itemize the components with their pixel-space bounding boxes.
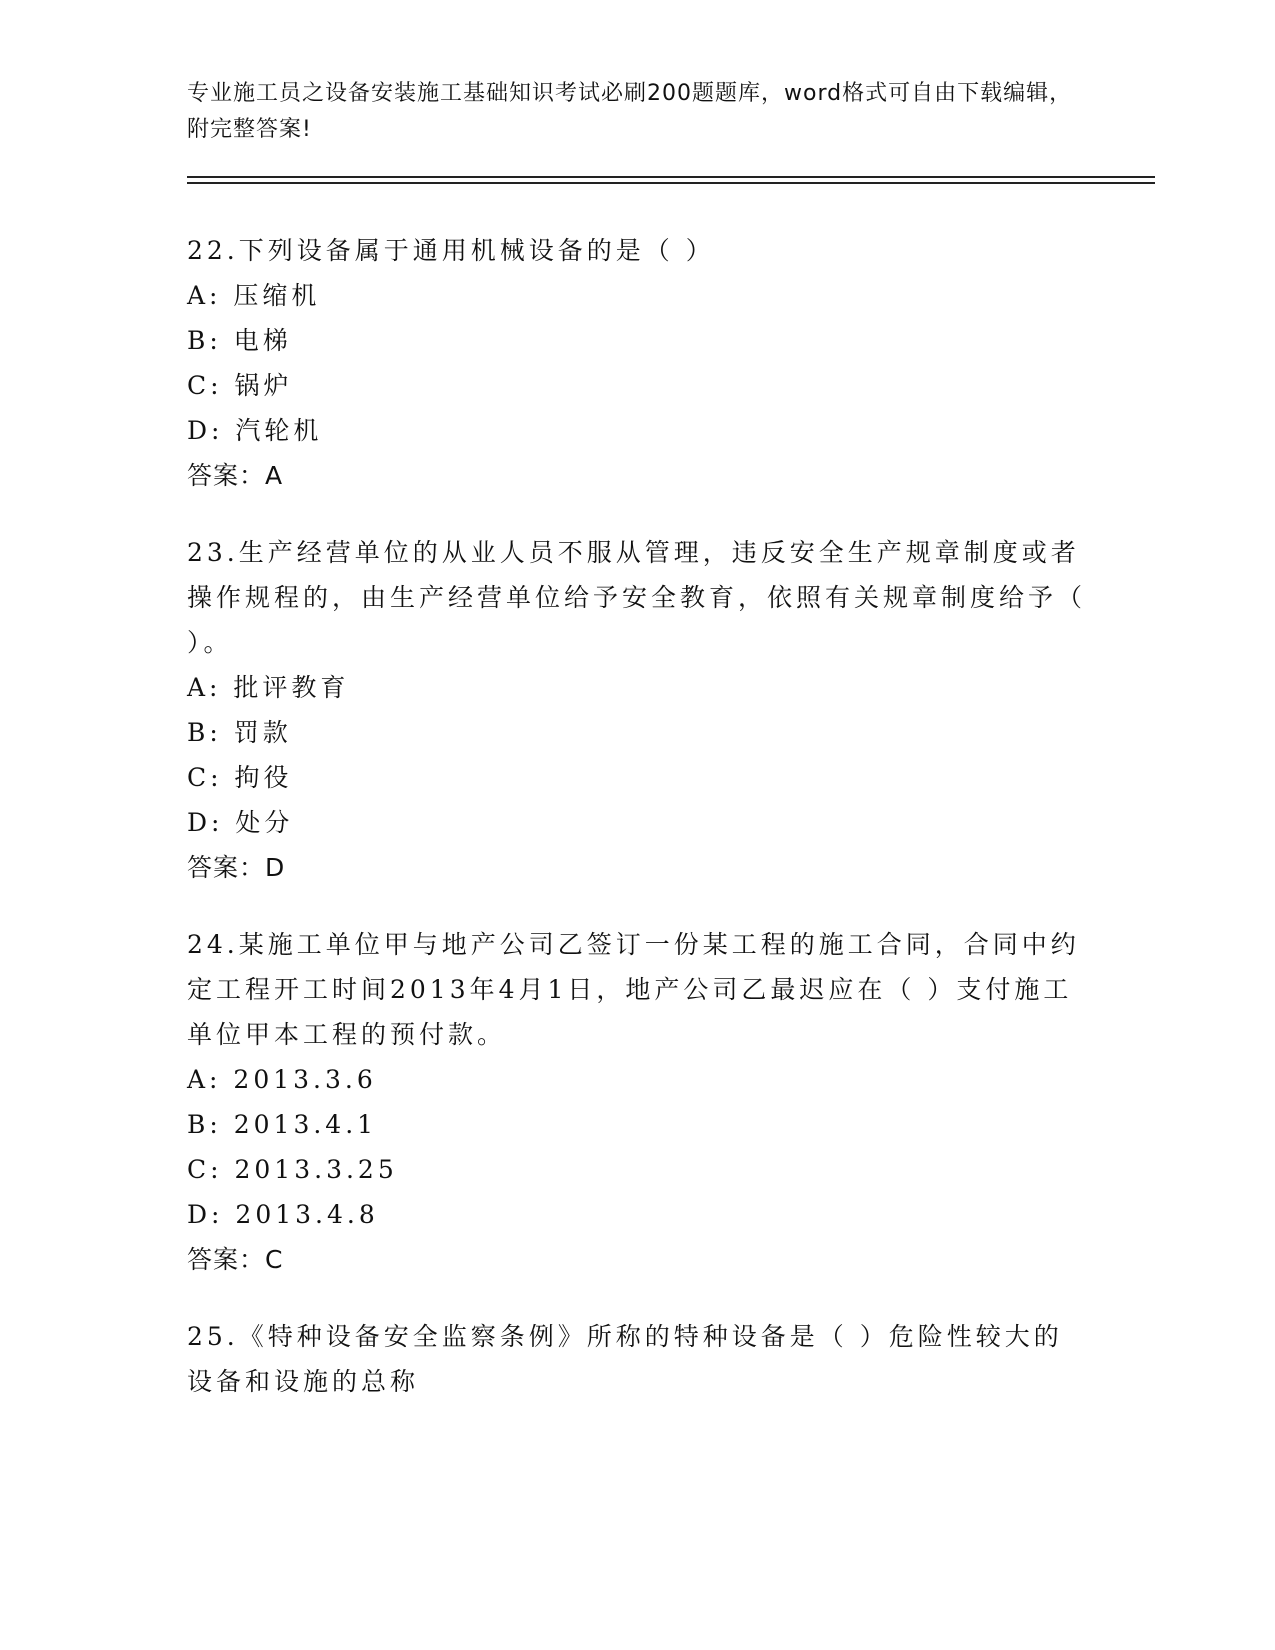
header-divider-top bbox=[187, 176, 1155, 178]
option-b: B: 电梯 bbox=[187, 326, 292, 355]
option-c: C: 拘役 bbox=[187, 763, 293, 792]
question-text: 25.《特种设备安全监察条例》所称的特种设备是（ ）危险性较大的设备和设施的总称 bbox=[187, 1322, 1063, 1396]
question-22 bbox=[187, 228, 1087, 498]
question-24 bbox=[187, 922, 1087, 1282]
question-list bbox=[187, 228, 1087, 1436]
option-c: C: 2013.3.25 bbox=[187, 1155, 398, 1184]
option-c: C: 锅炉 bbox=[187, 371, 293, 400]
option-a: A: 压缩机 bbox=[187, 281, 321, 310]
answer: 答案：C bbox=[187, 1245, 284, 1274]
question-text: 24.某施工单位甲与地产公司乙签订一份某工程的施工合同，合同中约定工程开工时间2013年4月1日，地产公司乙最迟应在（ ）支付施工单位甲本工程的预付款。 bbox=[187, 930, 1080, 1049]
option-a: A: 2013.3.6 bbox=[187, 1065, 377, 1094]
page-header bbox=[187, 76, 1087, 148]
header-title: 专业施工员之设备安装施工基础知识考试必刷200题题库，word格式可自由下载编辑，附完整答案! bbox=[187, 81, 1073, 142]
option-a: A: 批评教育 bbox=[187, 673, 350, 702]
option-d: D: 汽轮机 bbox=[187, 416, 323, 445]
question-text: 23.生产经营单位的从业人员不服从管理，违反安全生产规章制度或者操作规程的，由生产经营单位给予安全教育，依照有关规章制度给予（ ）。 bbox=[187, 538, 1087, 657]
question-text: 22.下列设备属于通用机械设备的是（ ） bbox=[187, 236, 715, 265]
option-d: D: 处分 bbox=[187, 808, 294, 837]
question-25 bbox=[187, 1314, 1087, 1404]
header-divider-bottom bbox=[187, 182, 1155, 184]
option-b: B: 罚款 bbox=[187, 718, 292, 747]
answer: 答案：A bbox=[187, 461, 284, 490]
option-d: D: 2013.4.8 bbox=[187, 1200, 379, 1229]
question-23 bbox=[187, 530, 1087, 890]
option-b: B: 2013.4.1 bbox=[187, 1110, 378, 1139]
answer: 答案：D bbox=[187, 853, 286, 882]
